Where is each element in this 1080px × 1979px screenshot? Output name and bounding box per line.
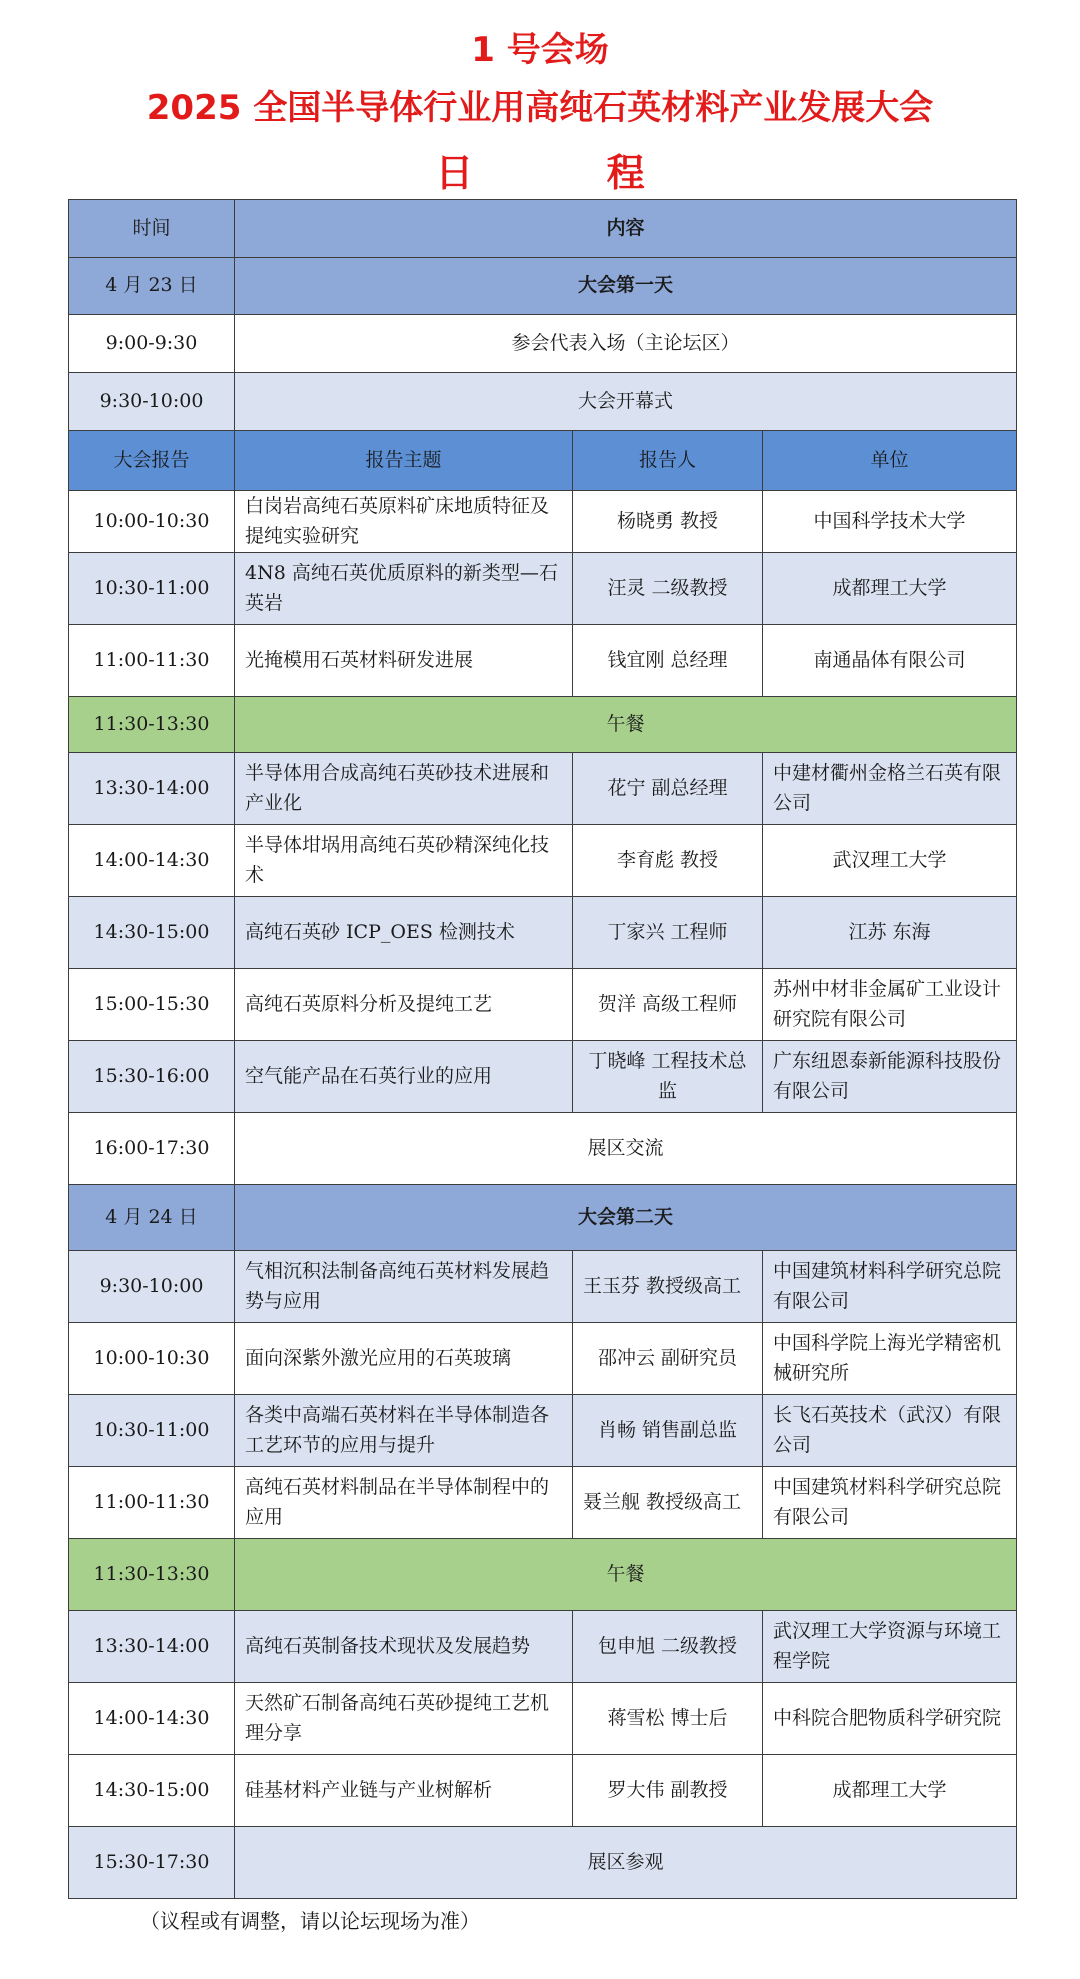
footer-note: （议程或有调整，请以论坛现场为准） bbox=[140, 1909, 480, 1933]
table-row bbox=[69, 625, 1017, 697]
topic-cell: 白岗岩高纯石英原料矿床地质特征及提纯实验研究 bbox=[235, 491, 573, 553]
content-cell: 午餐 bbox=[235, 1539, 1017, 1611]
lunch-row bbox=[69, 1539, 1017, 1611]
org-cell: 中科院合肥物质科学研究院 bbox=[763, 1683, 1017, 1755]
time-cell: 10:00-10:30 bbox=[69, 1323, 235, 1395]
day2-row bbox=[69, 1185, 1017, 1251]
table-row bbox=[69, 491, 1017, 553]
topic-cell: 各类中高端石英材料在半导体制造各工艺环节的应用与提升 bbox=[235, 1395, 573, 1467]
table-row bbox=[69, 1611, 1017, 1683]
time-cell: 13:30-14:00 bbox=[69, 1611, 235, 1683]
time-cell: 14:00-14:30 bbox=[69, 825, 235, 897]
content-cell: 午餐 bbox=[235, 697, 1017, 753]
time-cell: 9:00-9:30 bbox=[69, 315, 235, 373]
lunch-row bbox=[69, 697, 1017, 753]
schedule-title: 日 程 bbox=[435, 151, 705, 195]
org-cell: 武汉理工大学 bbox=[763, 825, 1017, 897]
org-cell: 中国科学院上海光学精密机械研究所 bbox=[763, 1323, 1017, 1395]
topic-cell: 高纯石英砂 ICP_OES 检测技术 bbox=[235, 897, 573, 969]
time-cell: 11:30-13:30 bbox=[69, 697, 235, 753]
time-cell: 11:00-11:30 bbox=[69, 625, 235, 697]
topic-cell: 硅基材料产业链与产业树解析 bbox=[235, 1755, 573, 1827]
time-cell: 10:00-10:30 bbox=[69, 491, 235, 553]
content-cell: 展区参观 bbox=[235, 1827, 1017, 1899]
speaker-cell: 杨晓勇 教授 bbox=[573, 491, 763, 553]
table-header-row bbox=[69, 200, 1017, 258]
schedule-table bbox=[68, 199, 1017, 1899]
speaker-cell: 贺洋 高级工程师 bbox=[573, 969, 763, 1041]
time-cell: 11:30-13:30 bbox=[69, 1539, 235, 1611]
topic-cell: 气相沉积法制备高纯石英材料发展趋势与应用 bbox=[235, 1251, 573, 1323]
speaker-cell: 蒋雪松 博士后 bbox=[573, 1683, 763, 1755]
table-row bbox=[69, 969, 1017, 1041]
day2-date: 4 月 24 日 bbox=[69, 1185, 235, 1251]
time-cell: 9:30-10:00 bbox=[69, 1251, 235, 1323]
table-row bbox=[69, 553, 1017, 625]
table-row bbox=[69, 1113, 1017, 1185]
speaker-cell: 聂兰舰 教授级高工 bbox=[573, 1467, 763, 1539]
header-content: 内容 bbox=[235, 200, 1017, 258]
day1-row bbox=[69, 258, 1017, 315]
topic-cell: 空气能产品在石英行业的应用 bbox=[235, 1041, 573, 1113]
speaker-cell: 汪灵 二级教授 bbox=[573, 553, 763, 625]
org-cell: 苏州中材非金属矿工业设计研究院有限公司 bbox=[763, 969, 1017, 1041]
time-cell: 14:30-15:00 bbox=[69, 1755, 235, 1827]
venue-title: 1 号会场 bbox=[471, 30, 609, 70]
day1-title: 大会第一天 bbox=[235, 258, 1017, 315]
table-row bbox=[69, 373, 1017, 431]
table-row bbox=[69, 1755, 1017, 1827]
conference-title: 2025 全国半导体行业用高纯石英材料产业发展大会 bbox=[146, 88, 934, 128]
report-topic-header: 报告主题 bbox=[235, 431, 573, 491]
day2-title: 大会第二天 bbox=[235, 1185, 1017, 1251]
topic-cell: 高纯石英制备技术现状及发展趋势 bbox=[235, 1611, 573, 1683]
report-speaker-header: 报告人 bbox=[573, 431, 763, 491]
time-cell: 15:00-15:30 bbox=[69, 969, 235, 1041]
topic-cell: 4N8 高纯石英优质原料的新类型—石英岩 bbox=[235, 553, 573, 625]
speaker-cell: 丁家兴 工程师 bbox=[573, 897, 763, 969]
table-row bbox=[69, 1827, 1017, 1899]
time-cell: 15:30-17:30 bbox=[69, 1827, 235, 1899]
topic-cell: 高纯石英原料分析及提纯工艺 bbox=[235, 969, 573, 1041]
topic-cell: 面向深紫外激光应用的石英玻璃 bbox=[235, 1323, 573, 1395]
speaker-cell: 丁晓峰 工程技术总监 bbox=[573, 1041, 763, 1113]
topic-cell: 光掩模用石英材料研发进展 bbox=[235, 625, 573, 697]
content-cell: 大会开幕式 bbox=[235, 373, 1017, 431]
time-cell: 10:30-11:00 bbox=[69, 553, 235, 625]
speaker-cell: 罗大伟 副教授 bbox=[573, 1755, 763, 1827]
table-row bbox=[69, 1395, 1017, 1467]
time-cell: 9:30-10:00 bbox=[69, 373, 235, 431]
org-cell: 江苏 东海 bbox=[763, 897, 1017, 969]
topic-cell: 半导体坩埚用高纯石英砂精深纯化技术 bbox=[235, 825, 573, 897]
table-row bbox=[69, 825, 1017, 897]
org-cell: 中建材衢州金格兰石英有限公司 bbox=[763, 753, 1017, 825]
org-cell: 成都理工大学 bbox=[763, 1755, 1017, 1827]
time-cell: 14:30-15:00 bbox=[69, 897, 235, 969]
speaker-cell: 钱宜刚 总经理 bbox=[573, 625, 763, 697]
table-row bbox=[69, 1467, 1017, 1539]
org-cell: 中国建筑材料科学研究总院有限公司 bbox=[763, 1251, 1017, 1323]
report-label: 大会报告 bbox=[69, 431, 235, 491]
org-cell: 广东纽恩泰新能源科技股份有限公司 bbox=[763, 1041, 1017, 1113]
speaker-cell: 邵冲云 副研究员 bbox=[573, 1323, 763, 1395]
table-row bbox=[69, 315, 1017, 373]
topic-cell: 天然矿石制备高纯石英砂提纯工艺机理分享 bbox=[235, 1683, 573, 1755]
speaker-cell: 包申旭 二级教授 bbox=[573, 1611, 763, 1683]
content-cell: 参会代表入场（主论坛区） bbox=[235, 315, 1017, 373]
speaker-cell: 花宁 副总经理 bbox=[573, 753, 763, 825]
org-cell: 中国建筑材料科学研究总院有限公司 bbox=[763, 1467, 1017, 1539]
speaker-cell: 肖畅 销售副总监 bbox=[573, 1395, 763, 1467]
org-cell: 南通晶体有限公司 bbox=[763, 625, 1017, 697]
day1-date: 4 月 23 日 bbox=[69, 258, 235, 315]
speaker-cell: 李育彪 教授 bbox=[573, 825, 763, 897]
table-row bbox=[69, 1323, 1017, 1395]
org-cell: 中国科学技术大学 bbox=[763, 491, 1017, 553]
report-header-row bbox=[69, 431, 1017, 491]
content-cell: 展区交流 bbox=[235, 1113, 1017, 1185]
table-row bbox=[69, 1251, 1017, 1323]
org-cell: 成都理工大学 bbox=[763, 553, 1017, 625]
report-org-header: 单位 bbox=[763, 431, 1017, 491]
time-cell: 15:30-16:00 bbox=[69, 1041, 235, 1113]
table-row bbox=[69, 753, 1017, 825]
time-cell: 10:30-11:00 bbox=[69, 1395, 235, 1467]
speaker-cell: 王玉芬 教授级高工 bbox=[573, 1251, 763, 1323]
header-time: 时间 bbox=[69, 200, 235, 258]
time-cell: 14:00-14:30 bbox=[69, 1683, 235, 1755]
org-cell: 武汉理工大学资源与环境工程学院 bbox=[763, 1611, 1017, 1683]
topic-cell: 半导体用合成高纯石英砂技术进展和产业化 bbox=[235, 753, 573, 825]
time-cell: 13:30-14:00 bbox=[69, 753, 235, 825]
topic-cell: 高纯石英材料制品在半导体制程中的应用 bbox=[235, 1467, 573, 1539]
time-cell: 16:00-17:30 bbox=[69, 1113, 235, 1185]
table-row bbox=[69, 1683, 1017, 1755]
table-row bbox=[69, 1041, 1017, 1113]
org-cell: 长飞石英技术（武汉）有限公司 bbox=[763, 1395, 1017, 1467]
table-row bbox=[69, 897, 1017, 969]
time-cell: 11:00-11:30 bbox=[69, 1467, 235, 1539]
